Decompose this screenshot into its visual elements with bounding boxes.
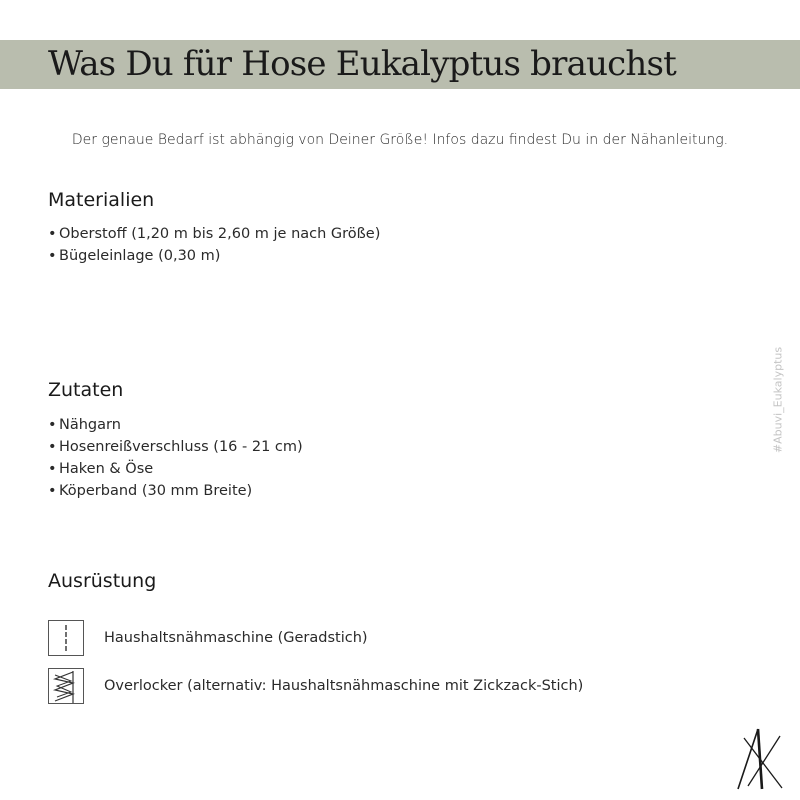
straight-stitch-icon xyxy=(48,620,84,656)
ausruestung-heading: Ausrüstung xyxy=(48,570,157,592)
equipment-item-overlocker xyxy=(48,667,583,705)
bullet: • xyxy=(48,226,57,242)
equipment-label: Haushaltsnähmaschine (Geradstich) xyxy=(104,630,368,646)
bullet: • xyxy=(48,461,57,477)
bullet: • xyxy=(48,483,57,499)
brand-logo xyxy=(734,726,788,796)
list-item: • Bügeleinlage (0,30 m) xyxy=(48,245,380,267)
list-item: • Hosenreißverschluss (16 - 21 cm) xyxy=(48,436,303,458)
materialien-heading: Materialien xyxy=(48,189,155,211)
materialien-list xyxy=(48,223,380,267)
bullet: • xyxy=(48,417,57,433)
overlock-stitch-icon xyxy=(48,668,84,704)
list-item: • Nähgarn xyxy=(48,414,303,436)
zutaten-list xyxy=(48,414,303,502)
bullet: • xyxy=(48,248,57,264)
list-item: • Köperband (30 mm Breite) xyxy=(48,480,303,502)
list-item: • Haken & Öse xyxy=(48,458,303,480)
hashtag-text: #Abuvi_Eukalyptus xyxy=(771,346,785,454)
intro-text: Der genaue Bedarf ist abhängig von Deiner Größe! Infos dazu findest Du in der Nähanleitung. xyxy=(71,132,729,148)
page-title: Was Du für Hose Eukalyptus brauchst xyxy=(48,44,677,84)
list-item: • Oberstoff (1,20 m bis 2,60 m je nach Größe) xyxy=(48,223,380,245)
bullet: • xyxy=(48,439,57,455)
equipment-item-sewing-machine xyxy=(48,619,368,657)
equipment-label: Overlocker (alternativ: Haushaltsnähmaschine mit Zickzack-Stich) xyxy=(104,678,584,694)
zutaten-heading: Zutaten xyxy=(48,379,124,401)
